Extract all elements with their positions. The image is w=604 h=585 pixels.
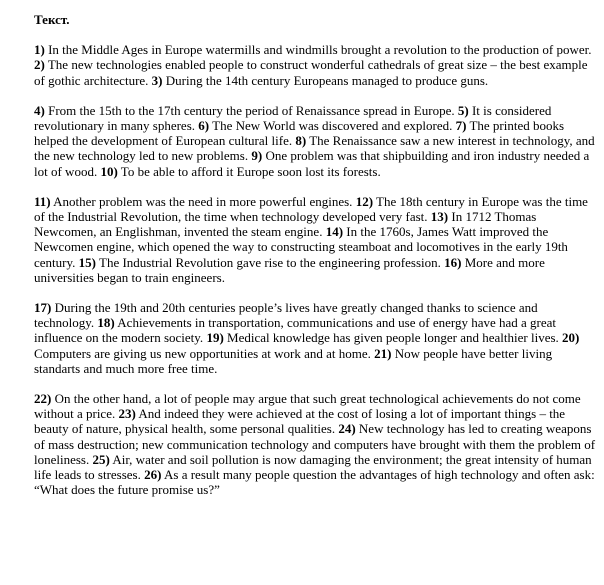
sentence-number: 15) [78, 254, 96, 270]
sentence-text: As a result many people question the advantages of high technology and often ask: “What does the future promise us?” [34, 467, 595, 498]
sentence-number: 10) [100, 163, 118, 179]
sentence-number: 2) [34, 57, 45, 73]
sentence-number: 24) [338, 421, 356, 437]
sentence-text: One problem was that shipbuilding and iron industry needed a lot of wood. [34, 148, 590, 179]
sentence-text: The New World was discovered and explored. [209, 118, 456, 134]
sentence-text: The 18th century in Europe was the time of the Industrial Revolution, the time when technology developed very fast. [34, 193, 588, 225]
sentence-number: 7) [455, 118, 467, 134]
sentence-number: 18) [97, 315, 115, 331]
sentence-text: The new technologies enabled people to construct wonderful cathedrals of great size – the best example of gothic architecture. [34, 57, 588, 88]
document-body [34, 42, 596, 497]
sentence-number: 1) [34, 42, 45, 58]
sentence-number: 9) [251, 148, 263, 164]
sentence-number: 12) [355, 193, 374, 209]
sentence-number: 16) [444, 254, 462, 270]
sentence-text: During the 14th century Europeans managed to produce guns. [162, 72, 489, 88]
sentence-number: 23) [118, 406, 136, 422]
sentence-text: The Industrial Revolution gave rise to the engineering profession. [95, 254, 445, 270]
sentence-text: In the Middle Ages in Europe watermills and windmills brought a revolution to the production of power. [44, 42, 592, 58]
sentence-text: To be able to afford it Europe soon lost its forests. [117, 163, 381, 179]
sentence-text: And indeed they were achieved at the cost of losing a lot of important things – the beauty of nature, physical health, some personal qualities. [34, 406, 566, 437]
sentence-text: Air, water and soil pollution is now damaging the environment; the great intensity of human life leads to stresses. [34, 451, 592, 483]
sentence-text: The Renaissance saw a new interest in technology, and the new technology led to new problems. [34, 133, 595, 164]
sentence-number: 22) [34, 391, 52, 407]
sentence-number: 3) [151, 72, 163, 88]
sentence-number: 20) [562, 330, 580, 346]
paragraph [34, 194, 596, 285]
sentence-text: Another problem was the need in more powerful engines. [50, 193, 356, 209]
sentence-text: In the 1760s, James Watt improved the Newcomen engine, which opened the way to constructing steamboat and locomotives in the early 19th century. [34, 224, 568, 270]
sentence-number: 5) [457, 102, 469, 118]
sentence-number: 6) [198, 118, 210, 134]
sentence-text: From the 15th to the 17th century the period of Renaissance spread in Europe. [44, 102, 458, 118]
sentence-number: 11) [34, 193, 51, 209]
paragraph [34, 103, 596, 179]
sentence-number: 26) [144, 467, 162, 483]
sentence-text: Now people have better living standarts and much more free time. [34, 345, 553, 376]
sentence-text: New technology has led to creating weapons of mass destruction; new communication technology and computers have brought with them the problem of loneliness. [34, 421, 596, 467]
sentence-text: It is considered revolutionary in many spheres. [34, 102, 552, 134]
sentence-text: In 1712 Thomas Newcomen, an Englishman, invented the steam engine. [34, 209, 537, 240]
sentence-number: 25) [92, 451, 110, 467]
sentence-number: 19) [206, 330, 224, 346]
sentence-text: Medical knowledge has given people longer and healthier lives. [223, 330, 563, 346]
paragraph [34, 391, 596, 497]
sentence-text: During the 19th and 20th centuries people’s lives have greatly changed thanks to science and technology. [34, 300, 538, 331]
paragraph [34, 300, 596, 376]
sentence-text: Computers are giving us new opportunities at work and at home. [34, 345, 375, 361]
sentence-text: The printed books helped the development of European cultural life. [34, 118, 565, 149]
sentence-number: 21) [374, 345, 392, 361]
sentence-text: More and more universities began to train engineers. [34, 254, 545, 285]
sentence-number: 17) [34, 300, 52, 316]
sentence-text: Achievements in transportation, communications and use of energy have had a great influence on the modern society. [34, 315, 557, 346]
sentence-text: On the other hand, a lot of people may argue that such great technological achievements do not come without a price. [34, 391, 581, 422]
document-title: Текст. [34, 12, 70, 27]
sentence-number: 14) [325, 224, 344, 240]
sentence-number: 13) [430, 209, 449, 225]
paragraph [34, 42, 596, 88]
sentence-number: 8) [295, 133, 307, 149]
sentence-number: 4) [34, 102, 45, 118]
